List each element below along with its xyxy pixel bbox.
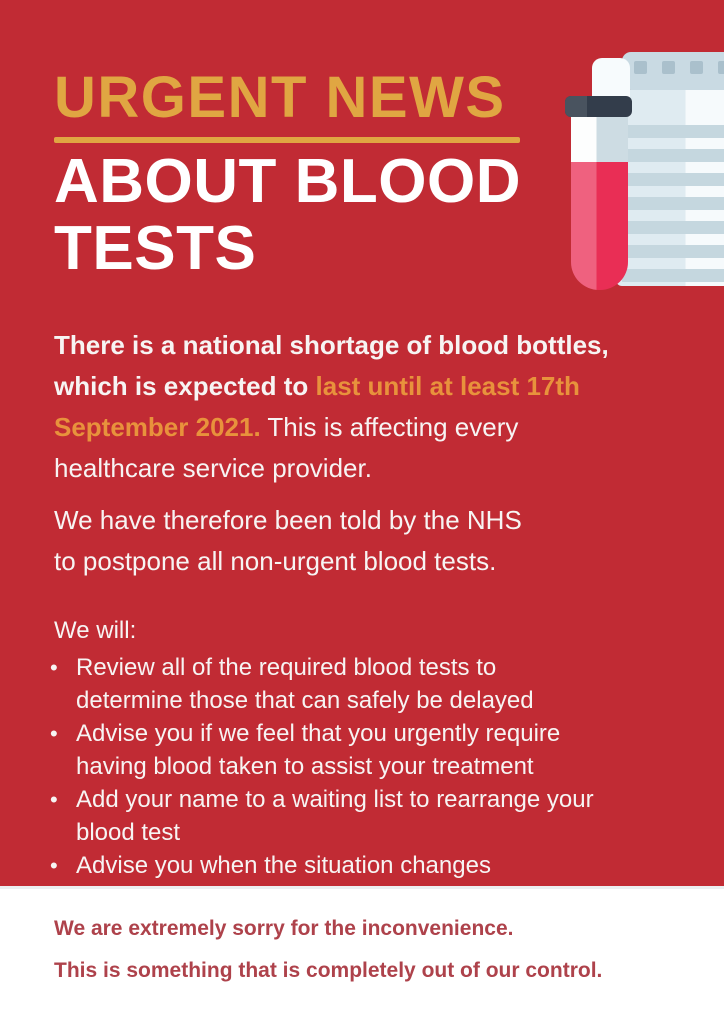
tube-cap: [565, 96, 632, 117]
list-item: • Add your name to a waiting list to rearrange your blood test: [48, 783, 594, 849]
main-title: [54, 148, 521, 282]
we-will-label: We will:: [54, 617, 137, 644]
text-line: There is a national shortage of blood bottles,: [54, 330, 609, 360]
document-header-square: [634, 61, 647, 74]
document-line: [622, 149, 724, 162]
text-line: ABOUT BLOOD: [54, 147, 522, 216]
document-line: [622, 221, 724, 234]
footer-section: [0, 886, 724, 1024]
document-header: [622, 52, 724, 90]
document-header-square: [662, 61, 675, 74]
bullet-icon: •: [50, 655, 58, 680]
list-item: • Review all of the required blood tests to determine those that can safely be delayed: [48, 651, 594, 717]
we-will-section: [48, 614, 594, 882]
list-item: • Advise you when the situation changes: [48, 849, 594, 882]
bullet-icon: •: [50, 853, 58, 878]
kicker-underline: [54, 137, 520, 143]
document-line: [622, 125, 724, 138]
document-header-square: [690, 61, 703, 74]
bullet-icon: •: [50, 787, 58, 812]
test-tube-icon: [571, 100, 628, 290]
kicker-heading: URGENT NEWS: [54, 65, 506, 130]
document-header-square: [718, 61, 724, 74]
control-text: This is something that is completely out of our control.: [54, 959, 603, 982]
text-line: to postpone all non-urgent blood tests.: [54, 546, 497, 576]
bullet-icon: •: [50, 721, 58, 746]
nhs-paragraph: [54, 500, 522, 582]
document-line: [622, 269, 724, 282]
document-line: [622, 245, 724, 258]
text-line: We have therefore been told by the NHS: [54, 505, 522, 535]
text-line: TESTS: [54, 214, 257, 283]
tube-blood: [571, 162, 628, 290]
document-line: [622, 197, 724, 210]
intro-paragraph: [54, 325, 609, 489]
tube-cap-highlight: [565, 96, 587, 117]
text-line: healthcare service provider.: [54, 453, 372, 483]
actions-list: [48, 651, 594, 882]
document-line: [622, 173, 724, 186]
list-item: • Advise you if we feel that you urgently require having blood taken to assist your treatment: [48, 717, 594, 783]
text-line: September 2021. This is affecting every: [54, 412, 519, 442]
text-line: which is expected to last until at least 17th: [54, 371, 580, 401]
apology-text: We are extremely sorry for the inconvenience.: [54, 917, 514, 940]
